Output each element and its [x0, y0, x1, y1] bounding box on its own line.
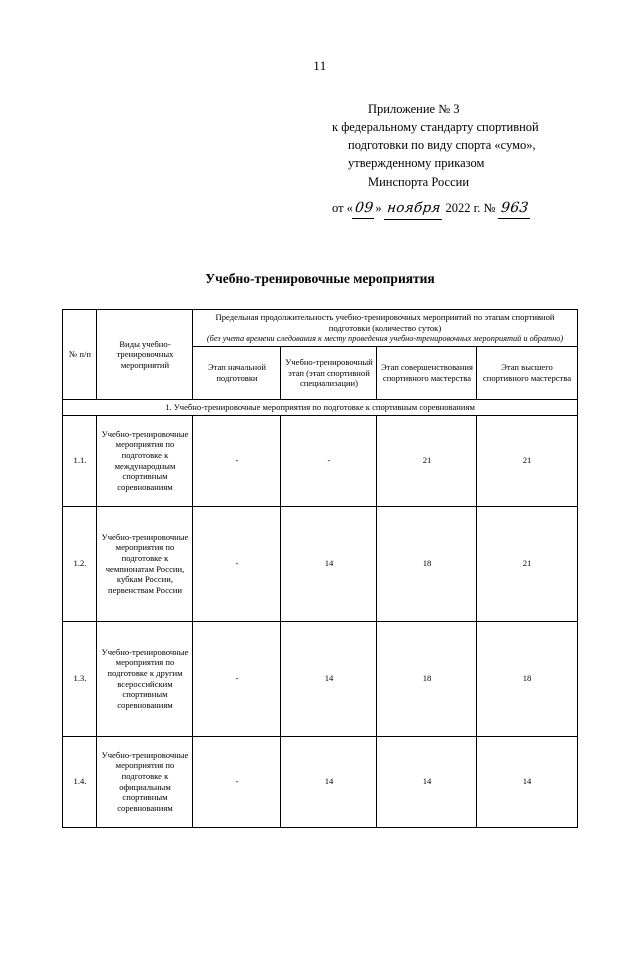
- row-value-stage-1: -: [193, 736, 281, 827]
- section-title-1: 1. Учебно-тренировочные мероприятия по подготовке к спортивным соревнованиям: [63, 400, 577, 416]
- col-header-num: № п/п: [63, 310, 97, 400]
- row-kind: Учебно-тренировочные мероприятия по подготовке к чемпионатам России, кубкам России, первенствам России: [97, 506, 193, 621]
- row-number: 1.1.: [63, 415, 97, 506]
- order-quote: »: [375, 200, 382, 215]
- row-value-stage-1: -: [193, 506, 281, 621]
- row-value-stage-3: 14: [377, 736, 477, 827]
- table-row: [63, 621, 577, 736]
- row-number: 1.2.: [63, 506, 97, 621]
- table-header-row-1: [63, 310, 577, 347]
- row-kind: Учебно-тренировочные мероприятия по подготовке к другим всероссийским спортивным соревнованиям: [97, 621, 193, 736]
- row-value-stage-3: 18: [377, 506, 477, 621]
- row-value-stage-2: 14: [281, 506, 377, 621]
- order-number-handwritten: 963: [497, 198, 531, 219]
- header-line-5: Минспорта России: [368, 174, 470, 189]
- row-number: 1.4.: [63, 736, 97, 827]
- table-row: [63, 506, 577, 621]
- document-page: [0, 58, 640, 963]
- row-value-stage-4: 18: [477, 621, 577, 736]
- col-header-stage-2: Учебно-тренировочный этап (этап спортивной специализации): [281, 347, 377, 400]
- header-line-2: к федеральному стандарту спортивной: [332, 120, 539, 135]
- order-month-handwritten: ноября: [384, 199, 444, 220]
- row-number: 1.3.: [63, 621, 97, 736]
- order-day-handwritten: 09: [352, 198, 377, 219]
- span-head-line-1: Предельная продолжительность учебно-тренировочных мероприятий по этапам спортивной подготовки (количество суток): [215, 312, 555, 333]
- order-year: 2022 г. №: [445, 200, 496, 215]
- order-prefix: от «: [332, 200, 353, 215]
- header-line-4: утвержденному приказом: [348, 156, 485, 171]
- row-value-stage-4: 21: [477, 506, 577, 621]
- row-value-stage-1: -: [193, 415, 281, 506]
- row-value-stage-1: -: [193, 621, 281, 736]
- order-date-line: [330, 198, 600, 220]
- row-kind: Учебно-тренировочные мероприятия по подготовке к международным спортивным соревнованиям: [97, 415, 193, 506]
- col-header-stage-1: Этап начальной подготовки: [193, 347, 281, 400]
- row-value-stage-4: 21: [477, 415, 577, 506]
- table-row: [63, 736, 577, 827]
- row-value-stage-2: 14: [281, 736, 377, 827]
- table-section-row: [63, 400, 577, 416]
- header-line-3: подготовки по виду спорта «сумо»,: [348, 138, 536, 153]
- row-value-stage-4: 14: [477, 736, 577, 827]
- col-header-span: [193, 310, 577, 347]
- row-value-stage-2: -: [281, 415, 377, 506]
- header-line-1: Приложение № 3: [368, 102, 460, 116]
- col-header-stage-3: Этап совершенствования спортивного мастерства: [377, 347, 477, 400]
- col-header-stage-4: Этап высшего спортивного мастерства: [477, 347, 577, 400]
- table-row: [63, 415, 577, 506]
- document-header: [0, 100, 640, 219]
- row-kind: Учебно-тренировочные мероприятия по подготовке к официальным спортивным соревнованиям: [97, 736, 193, 827]
- page-number: 11: [313, 58, 327, 73]
- span-head-line-2: (без учета времени следования к месту проведения учебно-тренировочных мероприятий и обратно): [206, 333, 564, 343]
- row-value-stage-3: 18: [377, 621, 477, 736]
- row-value-stage-3: 21: [377, 415, 477, 506]
- row-value-stage-2: 14: [281, 621, 377, 736]
- col-header-kind: Виды учебно-тренировочных мероприятий: [97, 310, 193, 400]
- training-events-table: [62, 309, 577, 828]
- page-title: Учебно-тренировочные мероприятия: [205, 271, 435, 287]
